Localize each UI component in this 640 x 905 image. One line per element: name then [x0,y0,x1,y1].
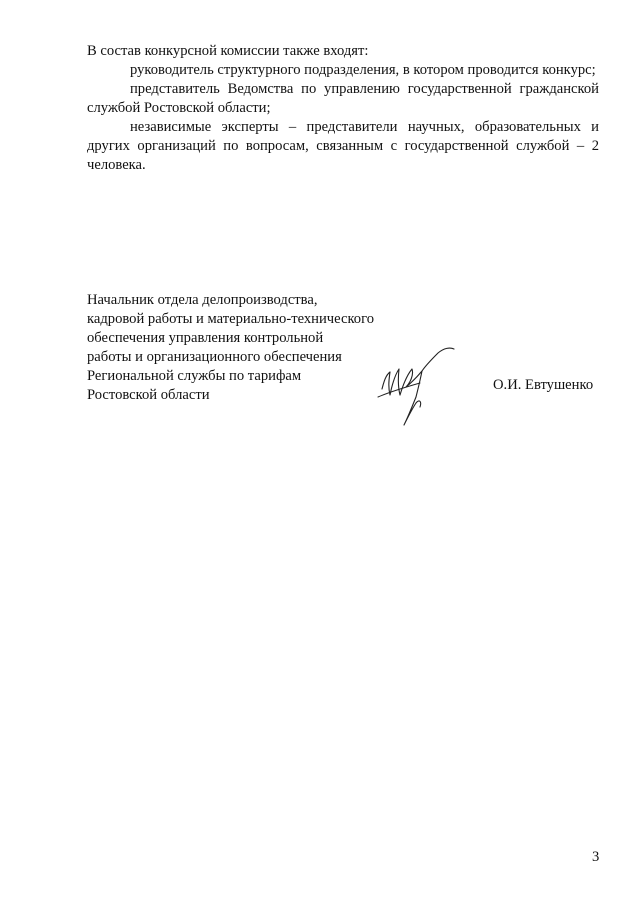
signer-position-line: кадровой работы и материально-технического [87,311,375,327]
handwritten-signature [372,345,464,429]
signer-position-line: работы и организационного обеспечения [87,349,342,365]
signer-position-line: Ростовской области [87,387,210,403]
signer-position [87,291,387,405]
commission-member-item: представитель Ведомства по управлению государственной гражданской службой Ростовской области; [87,81,599,116]
signer-position-line: обеспечения управления контрольной [87,330,324,346]
body-text [87,42,599,175]
page-number: 3 [592,849,600,865]
commission-member-item: независимые эксперты – представители научных, образовательных и других организаций по вопросам, связанным с государственной службой – 2 человека. [87,119,599,173]
signer-position-line: Начальник отдела делопроизводства, [87,292,318,308]
commission-member-item: руководитель структурного подразделения, в котором проводится конкурс; [130,62,596,78]
signer-position-line: Региональной службы по тарифам [87,368,302,384]
commission-intro-paragraph: В состав конкурсной комиссии также входят: [87,43,369,59]
signer-name: О.И. Евтушенко [493,377,594,393]
